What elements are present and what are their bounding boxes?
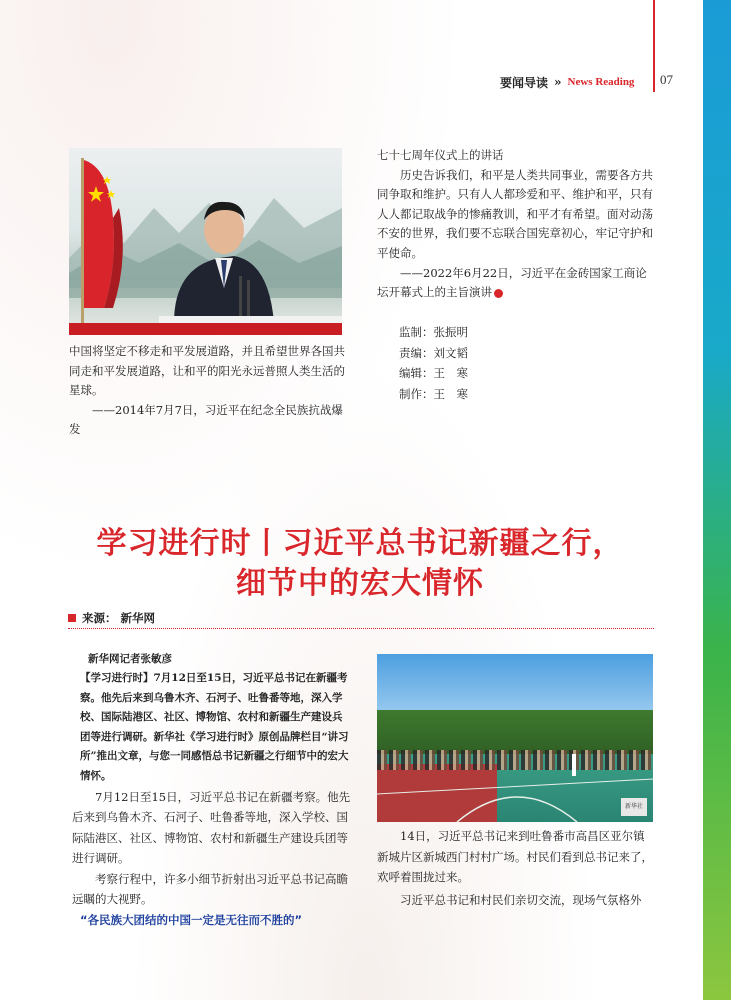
quote-block-2022 [377, 146, 654, 303]
section-title-en: News Reading [567, 76, 635, 88]
quote-block-2014 [69, 342, 345, 440]
quote-text-2014: 中国将坚定不移走和平发展道路，并且希望世界各国共同走和平发展道路，让和平的阳光永远普照人类生活的星球。 [69, 344, 345, 398]
article-paragraph-3: 习近平总书记和村民们亲切交流，现场气氛格外 [400, 892, 642, 907]
article-title-line1: 学习进行时丨习近平总书记新疆之行， [96, 526, 624, 561]
running-header [500, 72, 634, 92]
photo-caption: 14日，习近平总书记来到吐鲁番市高昌区亚尔镇新城片区新城西门村村广场。村民们看到总书记来了，欢呼着围拢过来。 [377, 829, 653, 884]
quote-attribution-2022: ——2022年6月22日，习近平在金砖国家工商论坛开幕式上的主旨演讲 [377, 265, 647, 300]
article-paragraph-2: 考察行程中，许多小细节折射出习近平总书记高瞻远瞩的大视野。 [72, 871, 348, 907]
village-square-photo [377, 654, 653, 822]
speaker-photo [69, 148, 342, 335]
article-source-text: 来源： 新华网 [82, 611, 156, 625]
credit-responsible-editor: 责编：刘文韬 [399, 345, 468, 360]
article-title [60, 524, 660, 604]
quote-attribution-2014-continued: 七十七周年仪式上的讲话 [377, 148, 504, 162]
speaker-illustration [69, 148, 342, 335]
credit-editor: 编辑：王 寒 [399, 366, 468, 380]
quote-attribution-2014: ——2014年7月7日，习近平在纪念全民族抗战爆发 [69, 402, 343, 437]
quote-text-2022: 历史告诉我们，和平是人类共同事业，需要各方共同争取和维护。只有人人都珍爱和平、维护和平，只有人人都记取战争的惨痛教训，和平才有希望。面对动荡不安的世界，我们要不忘联合国宪章初心，牢记守护和平使命。 [377, 167, 653, 260]
article-right-column [377, 826, 654, 910]
red-square-icon [68, 614, 76, 622]
xinhua-logo: 新华社 [621, 798, 647, 816]
article-paragraph-1: 7月12日至15日，习近平总书记在新疆考察。他先后来到乌鲁木齐、石河子、吐鲁番等地，深入学校、国际陆港区、社区、博物馆、农村和新疆生产建设兵团等进行调研。 [72, 789, 351, 866]
article-lead: 【学习进行时】7月12日至15日，习近平总书记在新疆考察。他先后来到乌鲁木齐、石河子、吐鲁番等地，深入学校、国际陆港区、社区、博物馆、农村和新疆生产建设兵团等进行调研。新华社《学习进行时》原创品牌栏目“讲习所”推出文章，与您一同感悟总书记新疆之行细节中的宏大情怀。 [80, 672, 349, 782]
article-title-line2: 细节中的宏大情怀 [236, 566, 484, 601]
court-lines [377, 654, 653, 822]
article-source [68, 610, 155, 626]
photo-red-base [69, 323, 342, 335]
header-divider [653, 0, 655, 92]
article-subhead: “各民族大团结的中国一定是无往而不胜的” [80, 912, 303, 927]
side-color-bar [703, 0, 731, 1000]
credits [399, 322, 468, 404]
page-number: 07 [660, 72, 673, 87]
chevron-right-icon: » [554, 75, 562, 89]
source-divider [68, 628, 654, 629]
end-mark-icon [494, 289, 503, 298]
credit-producer: 制作：王 寒 [399, 386, 468, 401]
article-byline: 新华网记者张敏彦 [88, 653, 172, 665]
credit-supervisor: 监制：张振明 [399, 325, 468, 339]
section-title: 要闻导读 [500, 75, 549, 90]
article-left-column [72, 650, 352, 928]
